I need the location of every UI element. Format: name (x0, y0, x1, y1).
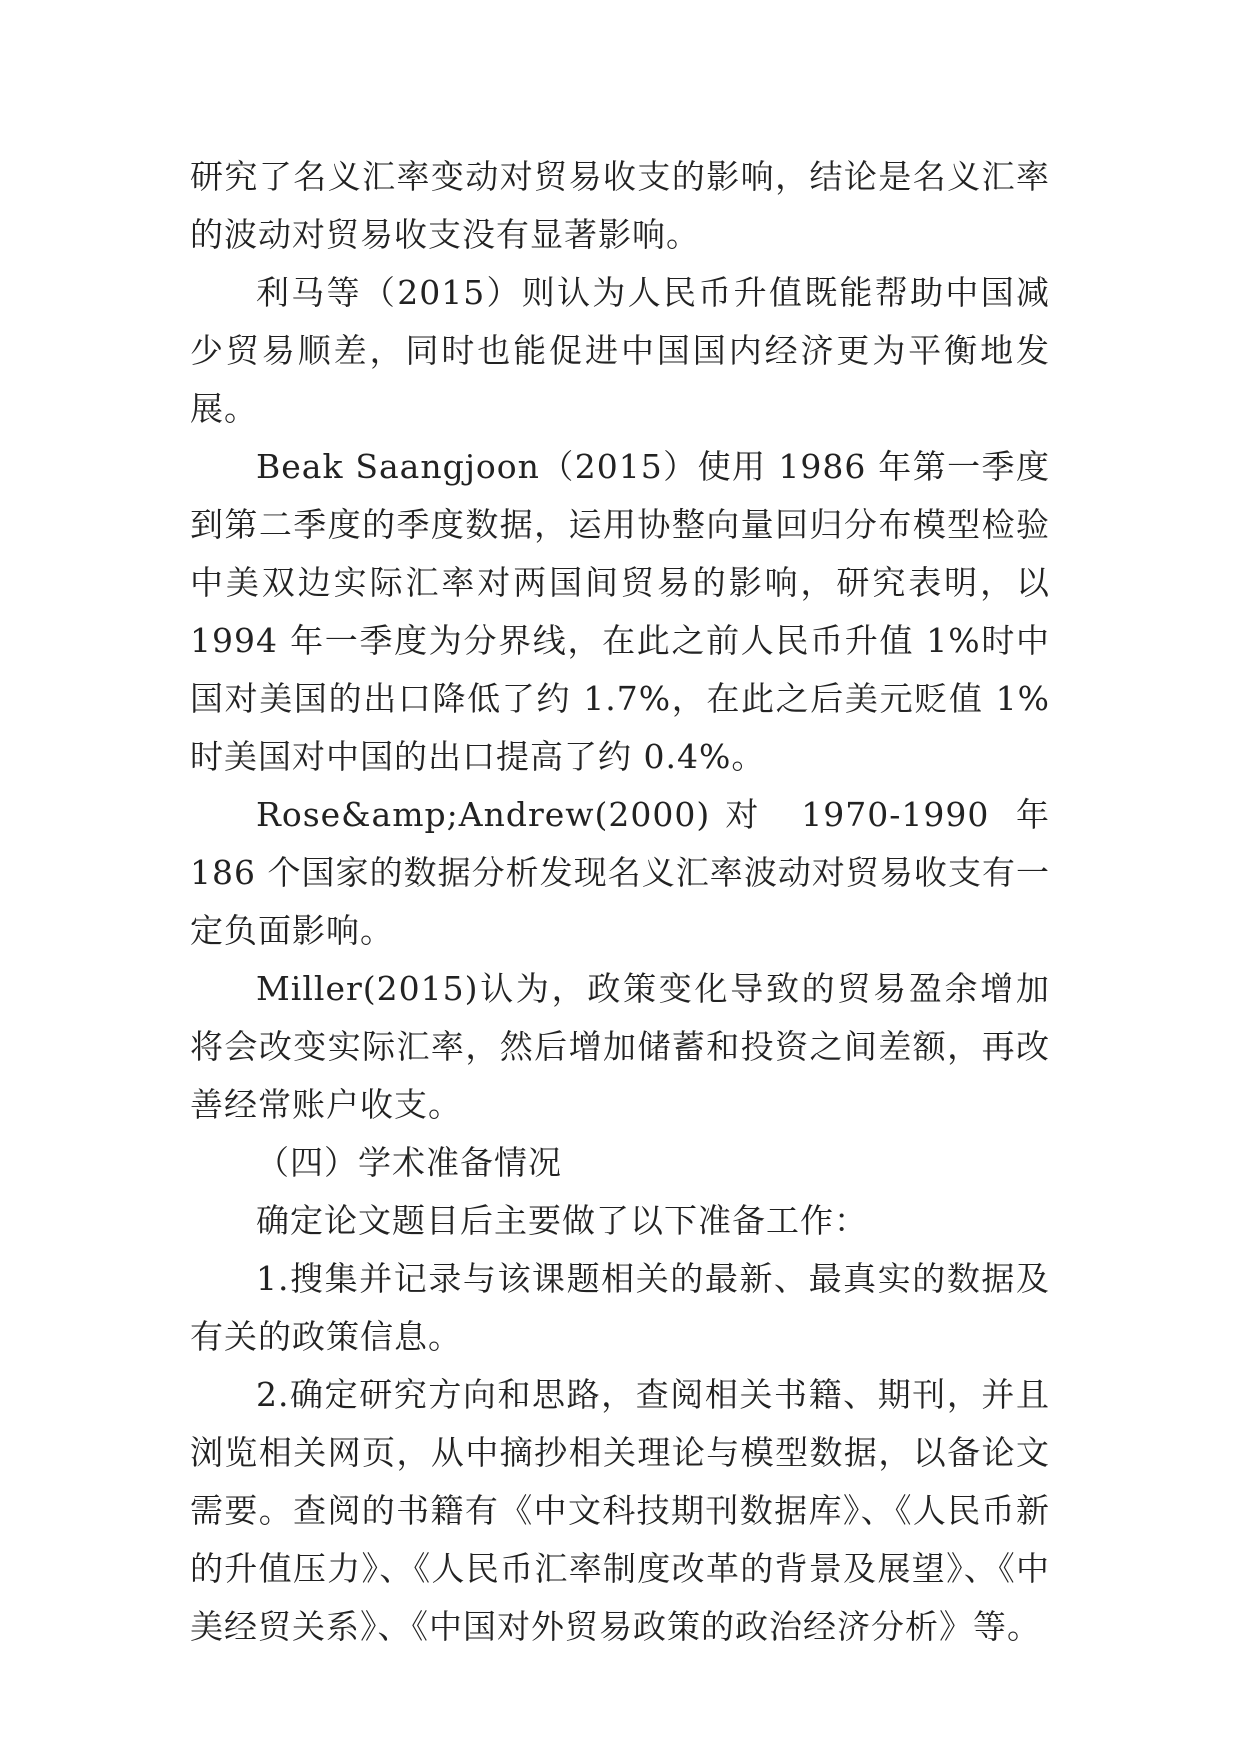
document-page (190, 148, 1050, 1656)
paragraph-5: Miller(2015)认为，政策变化导致的贸易盈余增加将会改变实际汇率，然后增加储蓄和投资之间差额，再改善经常账户收支。 (190, 969, 1050, 1124)
paragraph-4: Rose&amp;Andrew(2000)对 1970-1990 年 186 个国家的数据分析发现名义汇率波动对贸易收支有一定负面影响。 (190, 795, 1050, 950)
paragraph-3: Beak Saangjoon（2015）使用 1986 年第一季度到第二季度的季度数据，运用协整向量回归分布模型检验中美双边实际汇率对两国间贸易的影响，研究表明，以 1994 年一季度为分界线，在此之前人民币升值 1%时中国对美国的出口降低了约 1.7%，在此之后美元贬值 1%时美国对中国的出口提高了约 0.4%。 (190, 447, 1050, 776)
paragraph-1: 研究了名义汇率变动对贸易收支的影响，结论是名义汇率的波动对贸易收支没有显著影响。 (190, 157, 1050, 254)
paragraph-2: 利马等（2015）则认为人民币升值既能帮助中国减少贸易顺差，同时也能促进中国国内经济更为平衡地发展。 (190, 273, 1050, 428)
paragraph-6: 确定论文题目后主要做了以下准备工作： (256, 1201, 868, 1240)
paragraph-8: 2.确定研究方向和思路，查阅相关书籍、期刊，并且浏览相关网页，从中摘抄相关理论与模型数据，以备论文需要。查阅的书籍有《中文科技期刊数据库》、《人民币新的升值压力》、《人民币汇率制度改革的背景及展望》、《中美经贸关系》、《中国对外贸易政策的政治经济分析》等。 (190, 1375, 1050, 1646)
section-heading: （四）学术准备情况 (256, 1143, 562, 1182)
paragraph-7: 1.搜集并记录与该课题相关的最新、最真实的数据及有关的政策信息。 (190, 1259, 1050, 1356)
